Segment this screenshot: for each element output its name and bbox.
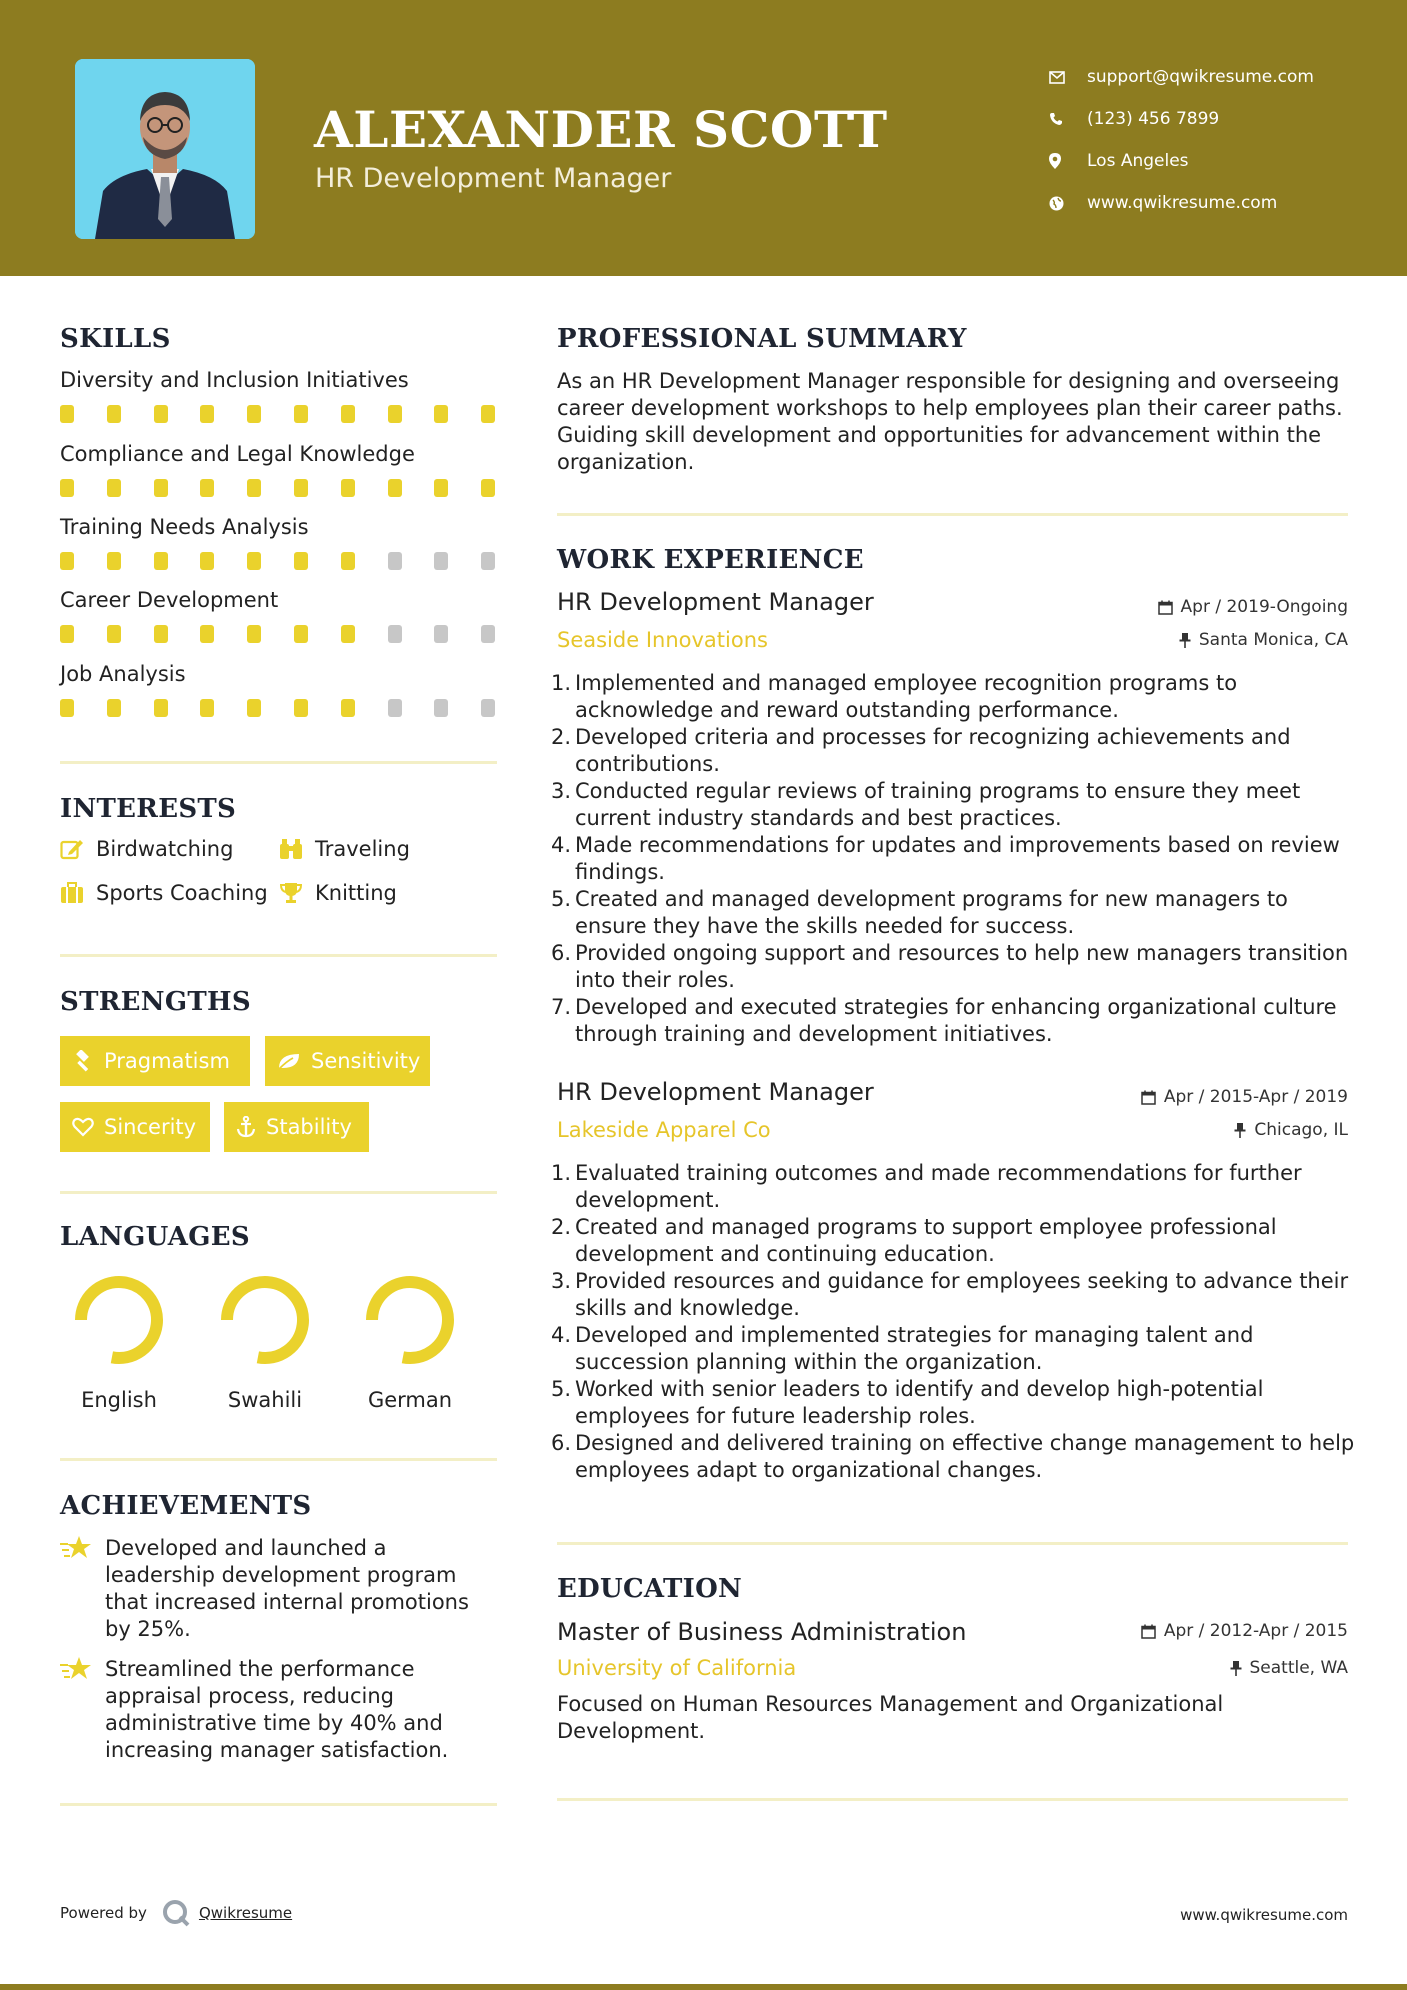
education-location-text: Seattle, WA xyxy=(1249,1658,1348,1678)
responsibility-item: 2. Developed criteria and processes for recognizing achievements and contributions. xyxy=(551,725,1291,776)
job-role: HR Development Manager xyxy=(557,588,874,616)
education-heading: EDUCATION xyxy=(557,1574,743,1604)
bottom-accent-bar xyxy=(0,1984,1407,1990)
skill-dot-filled xyxy=(388,405,402,423)
strength-chip xyxy=(60,1102,210,1152)
section-divider xyxy=(557,513,1348,516)
interest-label: Sports Coaching xyxy=(96,881,268,905)
skill-dot-filled xyxy=(107,552,121,570)
achievement-item xyxy=(60,1535,500,1643)
language-item xyxy=(350,1272,470,1412)
languages-heading: LANGUAGES xyxy=(60,1222,250,1252)
contact-list xyxy=(1049,56,1314,224)
qwikresume-logo-icon xyxy=(161,1898,191,1928)
job-responsibilities xyxy=(551,1160,1357,1484)
job-date xyxy=(1141,1087,1348,1107)
work-heading: WORK EXPERIENCE xyxy=(557,545,864,575)
candidate-name: ALEXANDER SCOTT xyxy=(314,100,888,159)
contact-phone[interactable] xyxy=(1049,98,1314,140)
strength-label: Stability xyxy=(266,1115,352,1139)
skill-dot-filled xyxy=(247,405,261,423)
responsibility-item: 1. Implemented and managed employee recognition programs to acknowledge and reward outstanding performance. xyxy=(551,671,1238,722)
section-divider xyxy=(60,954,497,957)
skill-dot-filled xyxy=(154,552,168,570)
job-location xyxy=(1234,1120,1348,1140)
achievement-item xyxy=(60,1656,500,1764)
education-degree: Master of Business Administration xyxy=(557,1618,967,1646)
binoculars-icon xyxy=(279,838,315,860)
skill-dot-filled xyxy=(200,625,214,643)
heart-icon xyxy=(72,1117,94,1137)
person-portrait-icon xyxy=(75,59,255,239)
skill-dot-filled xyxy=(434,405,448,423)
skill-dot-filled xyxy=(154,699,168,717)
skill-dot-filled xyxy=(60,405,74,423)
skill-dot-filled xyxy=(481,405,495,423)
interest-item xyxy=(60,881,268,905)
interest-item xyxy=(279,881,397,905)
language-level-ring xyxy=(71,1272,167,1368)
contact-website-text: www.qwikresume.com xyxy=(1087,193,1278,213)
responsibility-item: 4. Made recommendations for updates and improvements based on review findings. xyxy=(551,833,1340,884)
trophy-icon xyxy=(279,882,315,904)
contact-email[interactable] xyxy=(1049,56,1314,98)
responsibility-item: 2. Created and managed programs to support employee professional development and continuing education. xyxy=(551,1215,1277,1266)
summary-heading: PROFESSIONAL SUMMARY xyxy=(557,324,967,354)
contact-website[interactable] xyxy=(1049,182,1314,224)
skill-dot-filled xyxy=(60,479,74,497)
powered-by-text: Powered by xyxy=(60,1904,147,1922)
star-badge-icon xyxy=(60,1656,92,1686)
language-label: German xyxy=(367,1388,453,1412)
job-date-text: Apr / 2019-Ongoing xyxy=(1180,597,1348,617)
skill-dot-filled xyxy=(107,405,121,423)
skill-dot-filled xyxy=(154,405,168,423)
interest-item xyxy=(279,837,410,861)
skill-dot-filled xyxy=(247,699,261,717)
language-level-arc xyxy=(372,1282,448,1358)
powered-by xyxy=(60,1898,292,1928)
job-company: Lakeside Apparel Co xyxy=(557,1118,771,1142)
language-label: Swahili xyxy=(227,1388,303,1412)
skill-dot-empty xyxy=(388,699,402,717)
skill-label: Career Development xyxy=(60,588,279,612)
skill-dot-filled xyxy=(481,479,495,497)
job-location-text: Santa Monica, CA xyxy=(1198,630,1348,650)
responsibility-item: 4. Developed and implemented strategies for managing talent and succession planning within the organization. xyxy=(551,1323,1254,1374)
strength-chip xyxy=(265,1036,430,1086)
footer-website[interactable]: www.qwikresume.com xyxy=(1180,1906,1348,1924)
skill-dot-filled xyxy=(107,699,121,717)
skill-dot-filled xyxy=(341,699,355,717)
language-level-arc xyxy=(81,1282,157,1358)
strength-label: Sensitivity xyxy=(311,1049,421,1073)
section-divider xyxy=(557,1542,1348,1545)
profile-photo xyxy=(75,59,255,239)
skill-dot-filled xyxy=(154,625,168,643)
responsibility-item: 3. Conducted regular reviews of training programs to ensure they meet current industry standards and best practices. xyxy=(551,779,1301,830)
pushpin-icon xyxy=(1179,633,1191,648)
section-divider xyxy=(60,761,497,764)
globe-icon xyxy=(1049,196,1087,211)
section-divider xyxy=(60,1458,497,1461)
responsibility-item: 5. Created and managed development programs for new managers to ensure they have the skills needed for success. xyxy=(551,887,1288,938)
strengths-heading: STRENGTHS xyxy=(60,987,251,1017)
skills-heading: SKILLS xyxy=(60,324,171,354)
skill-dot-filled xyxy=(341,405,355,423)
calendar-icon xyxy=(1158,600,1173,615)
skill-dot-filled xyxy=(434,479,448,497)
contact-location-text: Los Angeles xyxy=(1087,151,1189,171)
responsibility-item: 6. Designed and delivered training on effective change management to help employees adapt to organizational changes. xyxy=(551,1431,1355,1482)
star-badge-icon xyxy=(60,1535,92,1565)
skill-dot-filled xyxy=(294,699,308,717)
section-divider xyxy=(60,1191,497,1194)
responsibility-item: 5. Worked with senior leaders to identify and develop high-potential employees for future leadership roles. xyxy=(551,1377,1264,1428)
calendar-icon xyxy=(1141,1090,1156,1105)
interest-label: Birdwatching xyxy=(96,837,234,861)
achievement-text: Streamlined the performance appraisal process, reducing administrative time by 40% and increasing manager satisfaction. xyxy=(105,1657,449,1762)
skill-dot-filled xyxy=(107,625,121,643)
strength-label: Pragmatism xyxy=(104,1049,230,1073)
language-level-arc xyxy=(227,1282,303,1358)
pushpin-icon xyxy=(1230,1661,1242,1676)
skill-label: Compliance and Legal Knowledge xyxy=(60,442,415,466)
skill-dot-filled xyxy=(341,552,355,570)
job-responsibilities xyxy=(551,670,1357,1048)
contact-location xyxy=(1049,140,1314,182)
responsibility-item: 7. Developed and executed strategies for enhancing organizational culture through training and development initiatives. xyxy=(551,995,1337,1046)
anchor-icon xyxy=(236,1116,256,1138)
responsibility-item: 3. Provided resources and guidance for employees seeking to advance their skills and knowledge. xyxy=(551,1269,1349,1320)
language-level-ring xyxy=(217,1272,313,1368)
pushpin-icon xyxy=(1234,1123,1246,1138)
strength-chip xyxy=(60,1036,250,1086)
skill-dot-empty xyxy=(434,699,448,717)
interest-label: Traveling xyxy=(315,837,410,861)
briefcase-icon xyxy=(60,882,96,904)
job-location-text: Chicago, IL xyxy=(1254,1120,1348,1140)
section-divider xyxy=(60,1803,497,1806)
education-location xyxy=(1230,1658,1349,1678)
responsibility-item: 6. Provided ongoing support and resources to help new managers transition into their roles. xyxy=(551,941,1349,992)
education-school: University of California xyxy=(557,1656,797,1680)
skill-dot-filled xyxy=(200,552,214,570)
phone-icon xyxy=(1049,112,1087,126)
language-level-ring xyxy=(362,1272,458,1368)
skill-dot-empty xyxy=(434,625,448,643)
skill-dot-filled xyxy=(341,479,355,497)
leaf-icon xyxy=(277,1052,301,1070)
calendar-icon xyxy=(1141,1624,1156,1639)
skill-dot-filled xyxy=(247,479,261,497)
skill-dot-filled xyxy=(154,479,168,497)
skill-dot-filled xyxy=(294,625,308,643)
skill-dot-filled xyxy=(294,405,308,423)
contact-phone-text: (123) 456 7899 xyxy=(1087,109,1220,129)
skill-dot-filled xyxy=(200,479,214,497)
pencil-square-icon xyxy=(60,838,96,860)
skill-dot-filled xyxy=(200,405,214,423)
language-item xyxy=(205,1272,325,1412)
job-date xyxy=(1158,597,1348,617)
interest-item xyxy=(60,837,233,861)
strength-label: Sincerity xyxy=(104,1115,197,1139)
language-item xyxy=(59,1272,179,1412)
gavel-icon xyxy=(72,1050,94,1072)
skill-dot-filled xyxy=(60,625,74,643)
skill-dot-filled xyxy=(60,699,74,717)
skill-label: Job Analysis xyxy=(60,662,186,686)
skill-dot-filled xyxy=(294,552,308,570)
job-role: HR Development Manager xyxy=(557,1078,874,1106)
skill-dot-filled xyxy=(107,479,121,497)
skill-dot-empty xyxy=(481,699,495,717)
skill-dot-empty xyxy=(481,552,495,570)
job-location xyxy=(1179,630,1348,650)
job-date-text: Apr / 2015-Apr / 2019 xyxy=(1163,1087,1348,1107)
summary-text: As an HR Development Manager responsible for designing and overseeing career development workshops to help employees plan their career paths. Guiding skill development and opportunities for advancement within the organization. xyxy=(557,369,1343,474)
map-pin-icon xyxy=(1049,153,1087,169)
skill-label: Training Needs Analysis xyxy=(60,515,309,539)
skill-dot-empty xyxy=(434,552,448,570)
achievements-heading: ACHIEVEMENTS xyxy=(60,1491,312,1521)
contact-email-text: support@qwikresume.com xyxy=(1087,67,1314,87)
skill-dot-empty xyxy=(388,625,402,643)
interest-label: Knitting xyxy=(315,881,397,905)
skill-dot-empty xyxy=(388,552,402,570)
achievement-text: Developed and launched a leadership development program that increased internal promotions by 25%. xyxy=(105,1536,469,1641)
skill-dot-filled xyxy=(341,625,355,643)
candidate-title: HR Development Manager xyxy=(315,163,672,194)
skill-dot-filled xyxy=(200,699,214,717)
job-company: Seaside Innovations xyxy=(557,628,768,652)
education-description: Focused on Human Resources Management and Organizational Development. xyxy=(557,1692,1224,1743)
section-divider xyxy=(557,1798,1348,1801)
skill-label: Diversity and Inclusion Initiatives xyxy=(60,368,409,392)
strength-chip xyxy=(224,1102,369,1152)
skill-dot-filled xyxy=(247,625,261,643)
education-date xyxy=(1141,1621,1348,1641)
responsibility-item: 1. Evaluated training outcomes and made recommendations for further development. xyxy=(551,1161,1302,1212)
education-date-text: Apr / 2012-Apr / 2015 xyxy=(1163,1621,1348,1641)
resume-header xyxy=(0,0,1407,276)
skill-dot-empty xyxy=(481,625,495,643)
skill-dot-filled xyxy=(294,479,308,497)
interests-heading: INTERESTS xyxy=(60,794,237,824)
skill-dot-filled xyxy=(247,552,261,570)
language-label: English xyxy=(81,1388,157,1412)
qwikresume-link[interactable]: Qwikresume xyxy=(198,1904,293,1922)
skill-dot-filled xyxy=(60,552,74,570)
envelope-icon xyxy=(1049,71,1087,84)
skill-dot-filled xyxy=(388,479,402,497)
